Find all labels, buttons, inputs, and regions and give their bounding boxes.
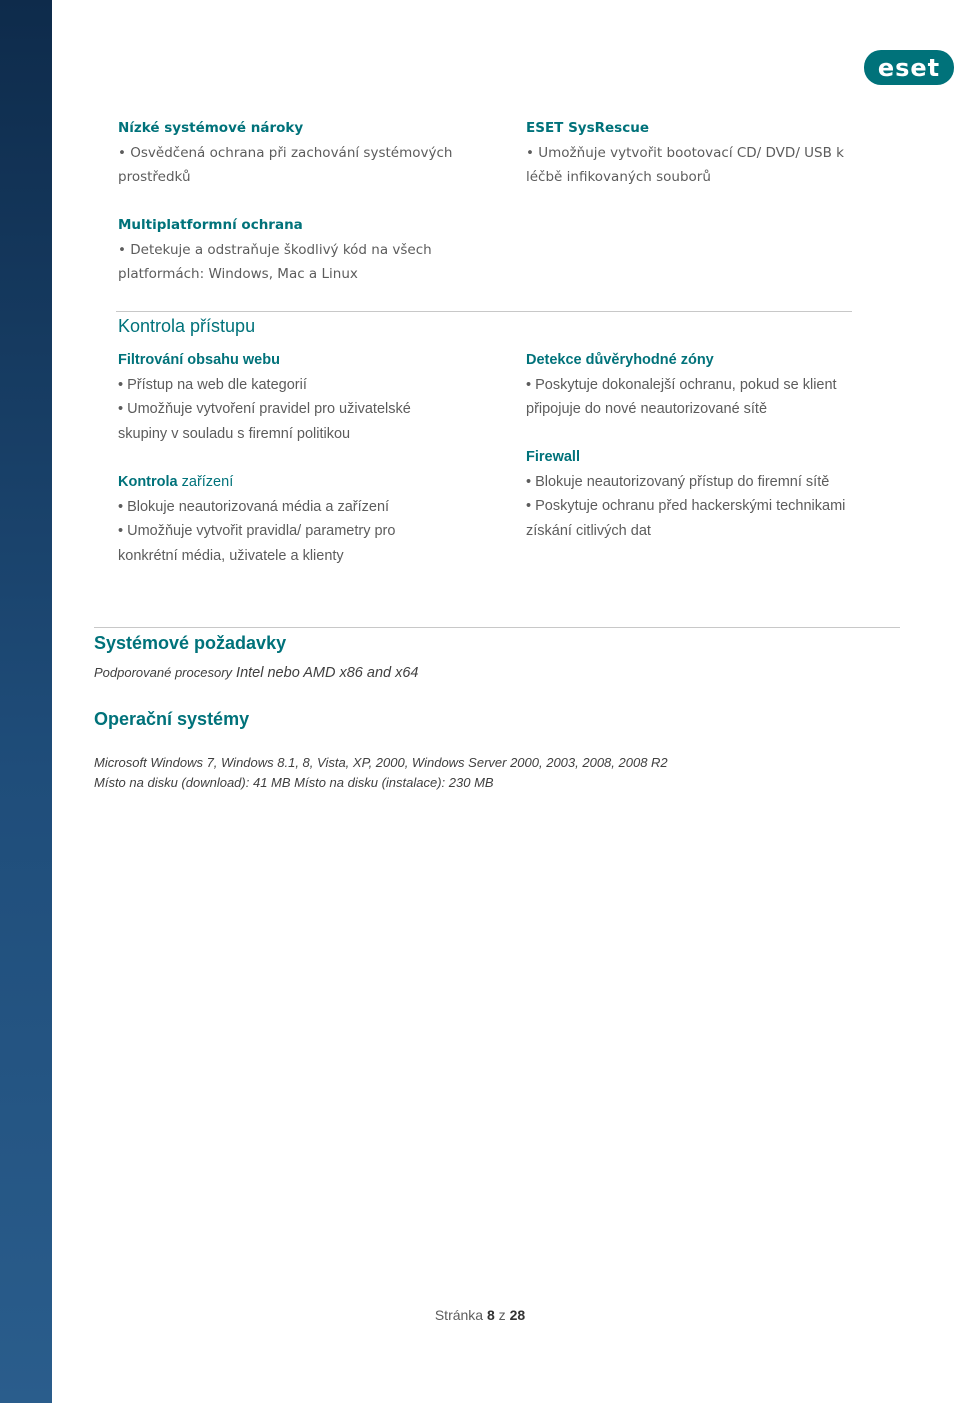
trusted-zone-line-2: připojuje do nové neautorizované sítě: [526, 401, 768, 417]
trusted-zone-line-1: • Poskytuje dokonalejší ochranu, pokud se klient: [526, 376, 837, 393]
sysrescue-block: [526, 116, 844, 190]
firewall-line-1: • Blokuje neautorizovaný přístup do firemní sítě: [526, 473, 830, 490]
cpu-line: [94, 664, 419, 682]
multiplatform-line-1: • Detekuje a odstraňuje škodlivý kód na všech: [118, 241, 432, 258]
eset-logo-text: eset: [877, 53, 941, 82]
web-filter-line-3: skupiny v souladu s firemní politikou: [118, 425, 351, 442]
sysrescue-line-2: léčbě infikovaných souborů: [526, 169, 711, 185]
sysrescue-line-1: • Umožňuje vytvořit bootovací CD/ DVD/ USB k: [526, 144, 844, 161]
footer-page: 8: [486, 1307, 495, 1323]
page-footer: [0, 1307, 960, 1323]
low-requirements-line-1: • Osvědčená ochrana při zachování systémových: [118, 144, 453, 161]
footer-total: 28: [509, 1307, 526, 1323]
low-requirements-block: [118, 116, 452, 190]
system-requirements-title: Systémové požadavky: [94, 633, 287, 653]
device-control-line-3: konkrétní média, uživatele a klienty: [118, 547, 344, 564]
sysrescue-heading: ESET SysRescue: [526, 120, 649, 136]
footer-prefix: Stránka: [434, 1307, 487, 1323]
cpu-value: Intel nebo AMD x86 and x64: [232, 665, 419, 681]
os-list: Microsoft Windows 7, Windows 8.1, 8, Vista, XP, 2000, Windows Server 2000, 2003, 2008, 2008 R2: [94, 755, 668, 770]
device-control-heading: [118, 470, 395, 495]
web-filter-block: [118, 348, 411, 446]
section-divider-bottom: [94, 627, 900, 628]
cpu-label: Podporované procesory: [94, 665, 233, 680]
firewall-line-3: získání citlivých dat: [526, 522, 651, 539]
eset-logo: [864, 50, 954, 85]
multiplatform-line-2: platformách: Windows, Mac a Linux: [118, 266, 358, 282]
trusted-zone-block: [526, 348, 837, 422]
web-filter-heading: Filtrování obsahu webu: [118, 352, 280, 368]
access-control-title: Kontrola přístupu: [118, 316, 256, 336]
low-requirements-heading: Nízké systémové nároky: [118, 120, 304, 136]
trusted-zone-heading: Detekce důvěryhodné zóny: [526, 352, 714, 368]
firewall-line-2: • Poskytuje ochranu před hackerskými technikami: [526, 498, 846, 514]
disk-space: Místo na disku (download): 41 MB Místo na disku (instalace): 230 MB: [94, 775, 494, 790]
web-filter-line-1: • Přístup na web dle kategorií: [118, 376, 307, 393]
device-control-block: [118, 470, 395, 568]
footer-middle: z: [494, 1307, 510, 1323]
device-control-heading-a: Kontrola: [118, 474, 182, 490]
device-control-line-1: • Blokuje neautorizovaná média a zařízení: [118, 498, 390, 515]
web-filter-line-2: • Umožňuje vytvoření pravidel pro uživatelské: [118, 401, 411, 417]
device-control-heading-b: zařízení: [181, 474, 234, 490]
low-requirements-line-2: prostředků: [118, 169, 191, 185]
device-control-line-2: • Umožňuje vytvořit pravidla/ parametry pro: [118, 523, 396, 539]
operating-systems-title: Operační systémy: [94, 709, 250, 729]
firewall-block: [526, 445, 845, 543]
firewall-heading: Firewall: [526, 449, 580, 465]
multiplatform-heading: Multiplatformní ochrana: [118, 217, 303, 233]
multiplatform-block: [118, 213, 432, 287]
section-divider-top: [116, 311, 852, 312]
left-sidebar-band: [0, 0, 52, 1403]
